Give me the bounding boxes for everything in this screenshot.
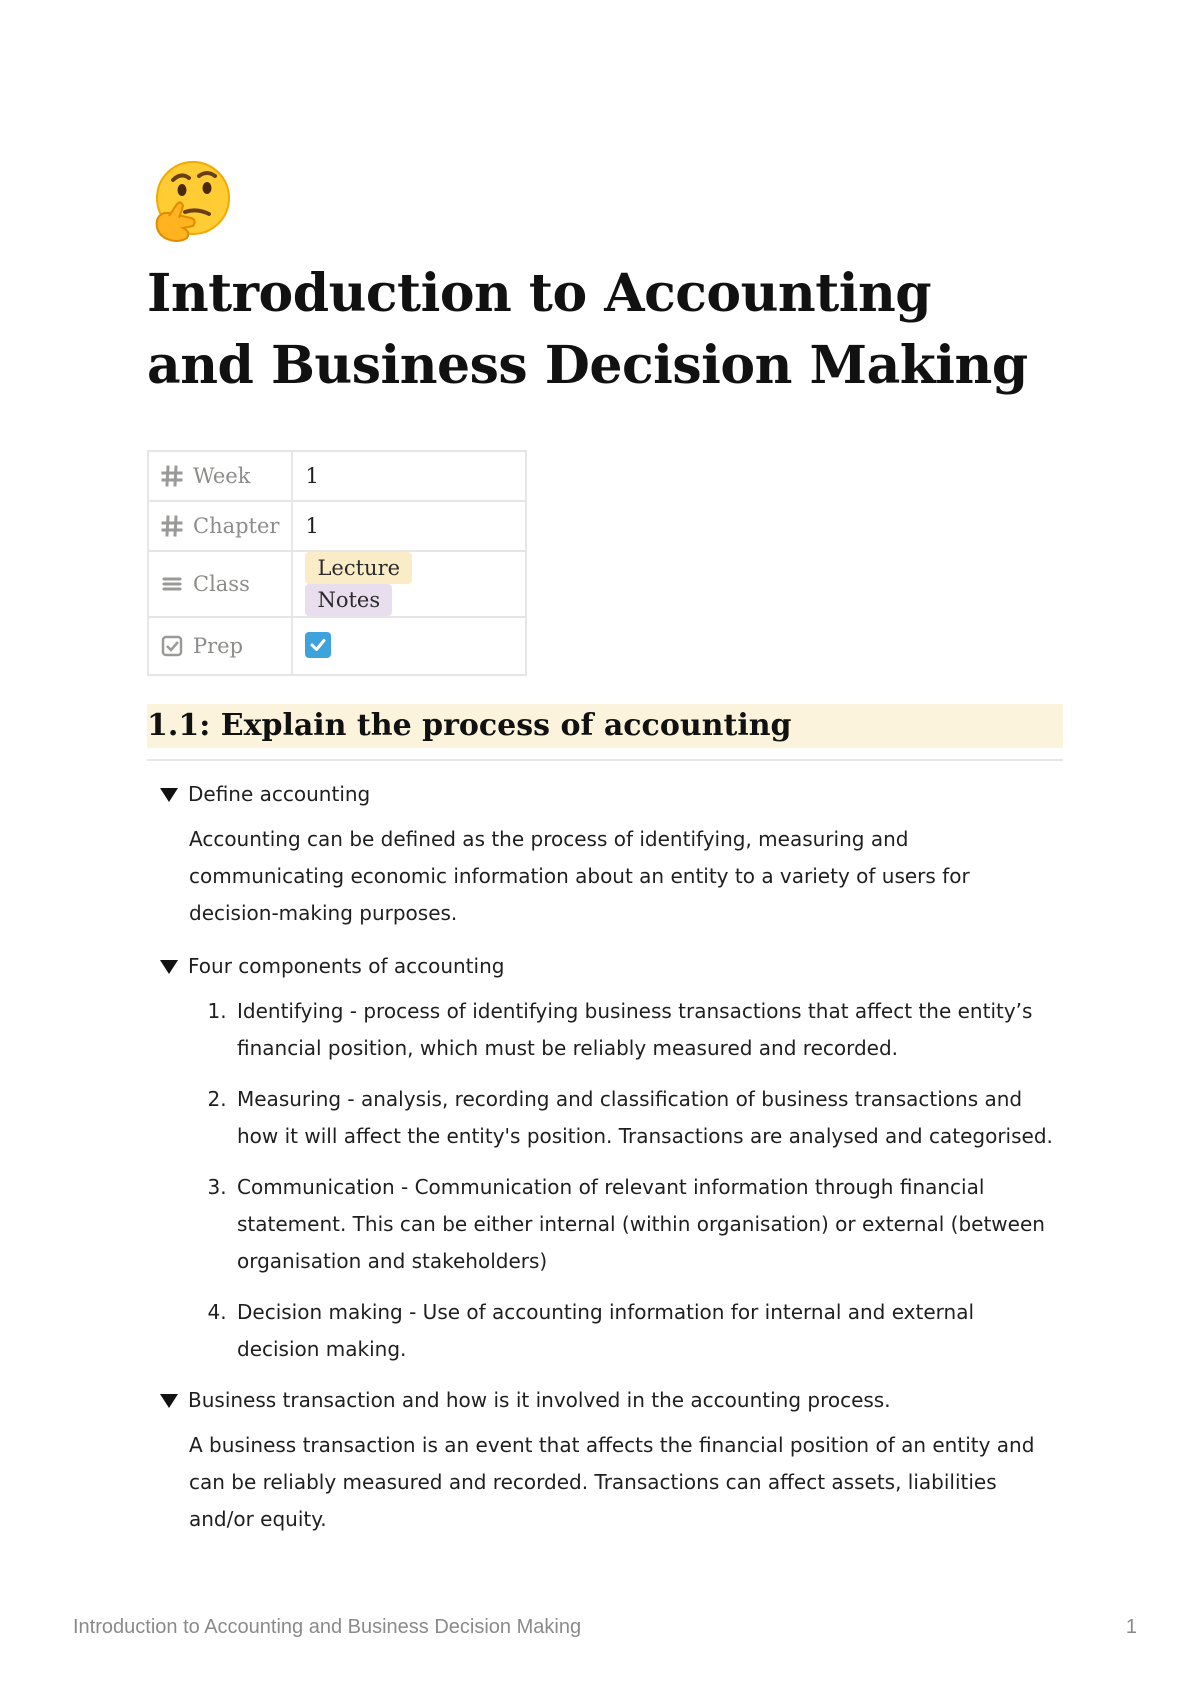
toggle-body	[160, 1427, 1060, 1538]
list-item: 1. Identifying - process of identifying business transactions that affect the entity’s financial position, which must be reliably measured and recorded.	[233, 993, 1060, 1067]
toggle-label: Four components of accounting	[188, 954, 505, 978]
property-value[interactable]: 1	[292, 451, 526, 501]
property-row-class	[148, 551, 526, 617]
toggle-define-accounting[interactable]	[160, 776, 1060, 813]
toggle-business-transaction[interactable]	[160, 1382, 1060, 1419]
toggle-label: Business transaction and how is it involved in the accounting process.	[188, 1388, 891, 1412]
section-heading: 1.1: Explain the process of accounting	[147, 704, 1063, 748]
footer-title: Introduction to Accounting and Business Decision Making	[73, 1616, 582, 1638]
property-label: Chapter	[193, 514, 280, 538]
list-item: 4. Decision making - Use of accounting information for internal and external decision making.	[233, 1294, 1060, 1368]
toggle-open-icon[interactable]	[160, 960, 178, 974]
property-label: Class	[193, 572, 250, 596]
number-icon	[161, 515, 183, 537]
property-label: Prep	[193, 634, 244, 658]
property-label: Week	[193, 464, 251, 488]
property-row-week	[148, 451, 526, 501]
property-value[interactable]: 1	[292, 501, 526, 551]
checkmark-icon	[308, 635, 328, 655]
toggle-four-components[interactable]	[160, 948, 1060, 985]
property-row-prep	[148, 617, 526, 675]
checkbox-icon	[161, 635, 183, 657]
section-content	[160, 776, 1060, 1538]
list-item: 3. Communication - Communication of relevant information through financial statement. This can be either internal (within organisation) or external (between organisation and stakeholders)	[233, 1169, 1060, 1280]
tag-lecture[interactable]: Lecture	[305, 552, 412, 584]
toggle-open-icon[interactable]	[160, 1394, 178, 1408]
toggle-body	[160, 821, 1060, 932]
toggle-open-icon[interactable]	[160, 788, 178, 802]
property-row-chapter	[148, 501, 526, 551]
prep-checkbox[interactable]	[305, 632, 331, 658]
footer-page-number: 1	[1125, 1616, 1137, 1638]
list-item: 2. Measuring - analysis, recording and classification of business transactions and how it will affect the entity's position. Transactions are analysed and categorised.	[233, 1081, 1060, 1155]
paragraph: Accounting can be defined as the process of identifying, measuring and communicating economic information about an entity to a variety of users for decision-making purposes.	[189, 827, 970, 925]
page-title: Introduction to Accounting and Business Decision Making	[147, 263, 1028, 396]
paragraph: A business transaction is an event that affects the financial position of an entity and can be reliably measured and recorded. Transactions can affect assets, liabilities and/or equity.	[189, 1433, 1035, 1531]
numbered-list	[189, 993, 1060, 1368]
tag-notes[interactable]: Notes	[305, 584, 392, 616]
multi-select-icon	[161, 573, 183, 595]
toggle-body	[160, 993, 1060, 1368]
property-value-tags[interactable]	[292, 551, 526, 617]
number-icon	[161, 465, 183, 487]
page-emoji-icon	[147, 158, 235, 246]
toggle-label: Define accounting	[188, 782, 371, 806]
heading-divider	[147, 759, 1063, 761]
properties-table	[147, 450, 527, 676]
